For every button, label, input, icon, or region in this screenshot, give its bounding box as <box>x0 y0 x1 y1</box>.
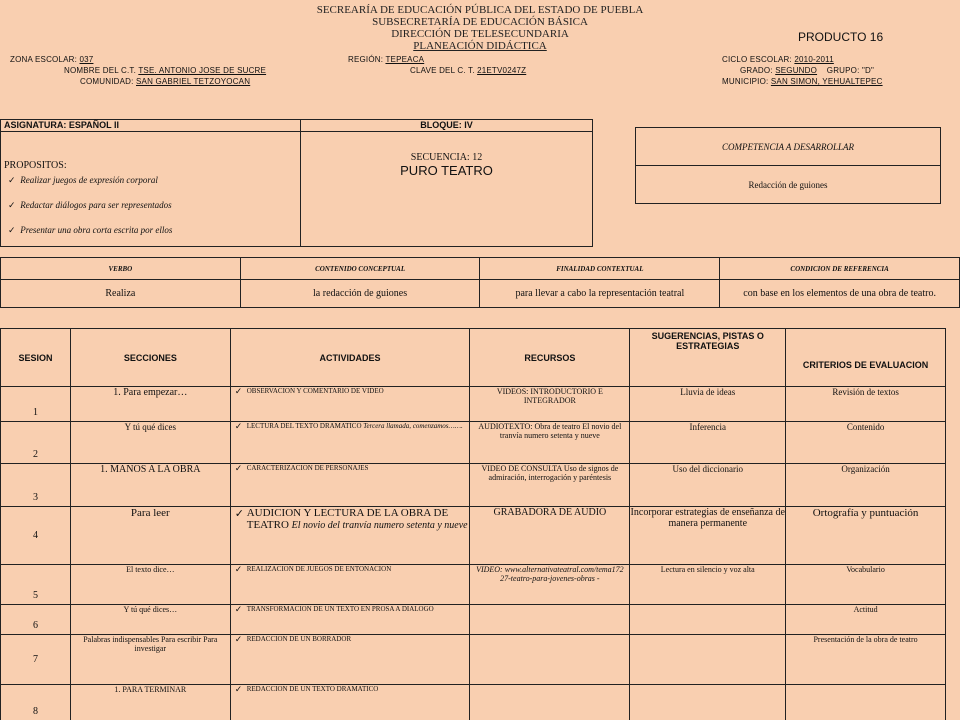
resource-cell: VIDEO: www.alternativateatral.com/tema172 27-teatro-para-jovenes-obras - <box>470 565 630 605</box>
session-number: 4 <box>1 507 71 565</box>
header-criterios: CRITERIOS DE EVALUACION <box>786 329 946 387</box>
header-recursos: RECURSOS <box>470 329 630 387</box>
section-name: Palabras indispensables Para escribir Para investigar <box>70 635 230 685</box>
producto-label: PRODUCTO 16 <box>798 30 884 44</box>
value-contenido: la redacción de guiones <box>240 280 480 308</box>
resource-cell: GRABADORA DE AUDIO <box>470 507 630 565</box>
region: REGIÓN: TEPEACA <box>348 55 425 64</box>
criteria-cell: Revisión de textos <box>786 387 946 422</box>
section-name: Y tú qué dices… <box>70 605 230 635</box>
ciclo-escolar: CICLO ESCOLAR: 2010-2011 <box>722 55 834 64</box>
proposito-item: ✓ Redactar diálogos para ser representados <box>8 200 172 211</box>
secuencia-title: PURO TEATRO <box>400 163 493 178</box>
section-name: Para leer <box>70 507 230 565</box>
activity-cell: ✓ REALIZACION DE JUEGOS DE ENTONACION <box>230 565 470 605</box>
checkmark-icon: ✓ <box>8 176 16 186</box>
header-verbo: VERBO <box>1 258 241 280</box>
session-number: 8 <box>1 685 71 720</box>
municipio: MUNICIPIO: SAN SIMON, YEHUALTEPEC <box>722 77 883 86</box>
strategy-cell: Inferencia <box>630 422 786 464</box>
criteria-cell: Organización <box>786 464 946 507</box>
comunidad: COMUNIDAD: SAN GABRIEL TETZOYOCAN <box>80 77 251 86</box>
strategy-cell <box>630 635 786 685</box>
criteria-cell: Actitud <box>786 605 946 635</box>
strategy-cell: Incorporar estrategias de enseñanza de manera permanente <box>630 507 786 565</box>
planning-table <box>0 119 593 247</box>
header-secciones: SECCIONES <box>70 329 230 387</box>
section-name: El texto dice… <box>70 565 230 605</box>
grado-grupo: GRADO: SEGUNDO GRUPO: "D" <box>740 66 875 75</box>
propositos-title: PROPOSITOS: <box>4 160 67 171</box>
checkmark-icon: ✓ <box>234 685 243 695</box>
section-name: 1. Para empezar… <box>70 387 230 422</box>
resource-cell <box>470 605 630 635</box>
activity-cell: ✓ OBSERVACION Y COMENTARIO DE VIDEO <box>230 387 470 422</box>
criteria-cell: Ortografía y puntuación <box>786 507 946 565</box>
criteria-cell: Vocabulario <box>786 565 946 605</box>
session-number: 7 <box>1 635 71 685</box>
session-number: 6 <box>1 605 71 635</box>
activity-cell: ✓ REDACCION DE UN BORRADOR <box>230 635 470 685</box>
table-row <box>1 605 946 635</box>
competencia-table <box>635 127 941 204</box>
table-row <box>1 635 946 685</box>
sessions-table <box>0 328 946 720</box>
strategy-cell: Uso del diccionario <box>630 464 786 507</box>
session-number: 3 <box>1 464 71 507</box>
header-line-4: PLANEACIÓN DIDÁCTICA <box>413 40 547 52</box>
section-name: Y tú qué dices <box>70 422 230 464</box>
value-finalidad: para llevar a cabo la representación teatral <box>480 280 720 308</box>
checkmark-icon: ✓ <box>234 565 243 575</box>
session-number: 2 <box>1 422 71 464</box>
zona-escolar: ZONA ESCOLAR: 037 <box>10 55 94 64</box>
resource-cell <box>470 635 630 685</box>
header-sesion: SESION <box>1 329 71 387</box>
proposito-item: ✓ Realizar juegos de expresión corporal <box>8 175 158 186</box>
propositos-cell <box>1 132 301 247</box>
checkmark-icon: ✓ <box>8 226 16 236</box>
competencia-title: COMPETENCIA A DESARROLLAR <box>636 128 941 166</box>
nombre-ct: NOMBRE DEL C.T. TSE. ANTONIO JOSE DE SUCRE <box>64 66 267 75</box>
session-number: 1 <box>1 387 71 422</box>
strategy-cell <box>630 685 786 720</box>
table-row <box>1 685 946 720</box>
competencia-value: Redacción de guiones <box>636 166 941 204</box>
activity-cell: ✓ CARACTERIZACION DE PERSONAJES <box>230 464 470 507</box>
checkmark-icon: ✓ <box>234 422 243 432</box>
checkmark-icon: ✓ <box>234 507 244 520</box>
activity-cell: ✓ TRANSFORMACION DE UN TEXTO EN PROSA A DIALOGO <box>230 605 470 635</box>
proposito-item: ✓ Presentar una obra corta escrita por ellos <box>8 225 173 236</box>
activity-cell: ✓ AUDICION Y LECTURA DE LA OBRA DE TEATRO El novio del tranvía numero setenta y nueve <box>230 507 470 565</box>
table-row <box>1 422 946 464</box>
strategy-cell: Lectura en silencio y voz alta <box>630 565 786 605</box>
activity-cell: ✓ LECTURA DEL TEXTO DRAMATICO Tercera llamada, comenzamos……. <box>230 422 470 464</box>
criteria-cell <box>786 685 946 720</box>
resource-cell <box>470 685 630 720</box>
strategy-cell <box>630 605 786 635</box>
header-actividades: ACTIVIDADES <box>230 329 470 387</box>
table-row <box>1 464 946 507</box>
resource-cell: VIDEOS: INTRODUCTORIO E INTEGRADOR <box>470 387 630 422</box>
resource-cell: VIDEO DE CONSULTA Uso de signos de admiración, interrogación y paréntesis <box>470 464 630 507</box>
header-condicion: CONDICION DE REFERENCIA <box>720 258 960 280</box>
section-name: 1. MANOS A LA OBRA <box>70 464 230 507</box>
checkmark-icon: ✓ <box>234 387 243 397</box>
checkmark-icon: ✓ <box>234 464 243 474</box>
activity-cell: ✓ REDACCION DE UN TEXTO DRAMATICO <box>230 685 470 720</box>
value-verbo: Realiza <box>1 280 241 308</box>
secuencia-cell <box>301 132 593 247</box>
header-line-3: DIRECCIÓN DE TELESECUNDARIA <box>391 28 569 40</box>
bloque: BLOQUE: IV <box>301 120 593 132</box>
objective-table <box>0 257 960 308</box>
clave-ct: CLAVE DEL C. T. 21ETV0247Z <box>410 66 527 75</box>
secuencia-number: SECUENCIA: 12 <box>410 152 483 163</box>
checkmark-icon: ✓ <box>8 201 16 211</box>
header-sugerencias: SUGERENCIAS, PISTAS O ESTRATEGIAS <box>630 329 786 387</box>
header-line-2: SUBSECRETARÍA DE EDUCACIÓN BÁSICA <box>372 16 588 28</box>
resource-cell: AUDIOTEXTO: Obra de teatro El novio del tranvía numero setenta y nueve <box>470 422 630 464</box>
criteria-cell: Presentación de la obra de teatro <box>786 635 946 685</box>
table-row <box>1 387 946 422</box>
value-condicion: con base en los elementos de una obra de teatro. <box>720 280 960 308</box>
asignatura: ASIGNATURA: ESPAÑOL II <box>1 120 301 132</box>
session-number: 5 <box>1 565 71 605</box>
header-finalidad: FINALIDAD CONTEXTUAL <box>480 258 720 280</box>
table-row <box>1 565 946 605</box>
checkmark-icon: ✓ <box>234 605 243 615</box>
header-contenido: CONTENIDO CONCEPTUAL <box>240 258 480 280</box>
header-line-1: SECREARÍA DE EDUCACIÓN PÚBLICA DEL ESTADO DE PUEBLA <box>316 4 644 16</box>
section-name: 1. PARA TERMINAR <box>70 685 230 720</box>
table-row <box>1 507 946 565</box>
strategy-cell: Lluvia de ideas <box>630 387 786 422</box>
criteria-cell: Contenido <box>786 422 946 464</box>
checkmark-icon: ✓ <box>234 635 243 645</box>
